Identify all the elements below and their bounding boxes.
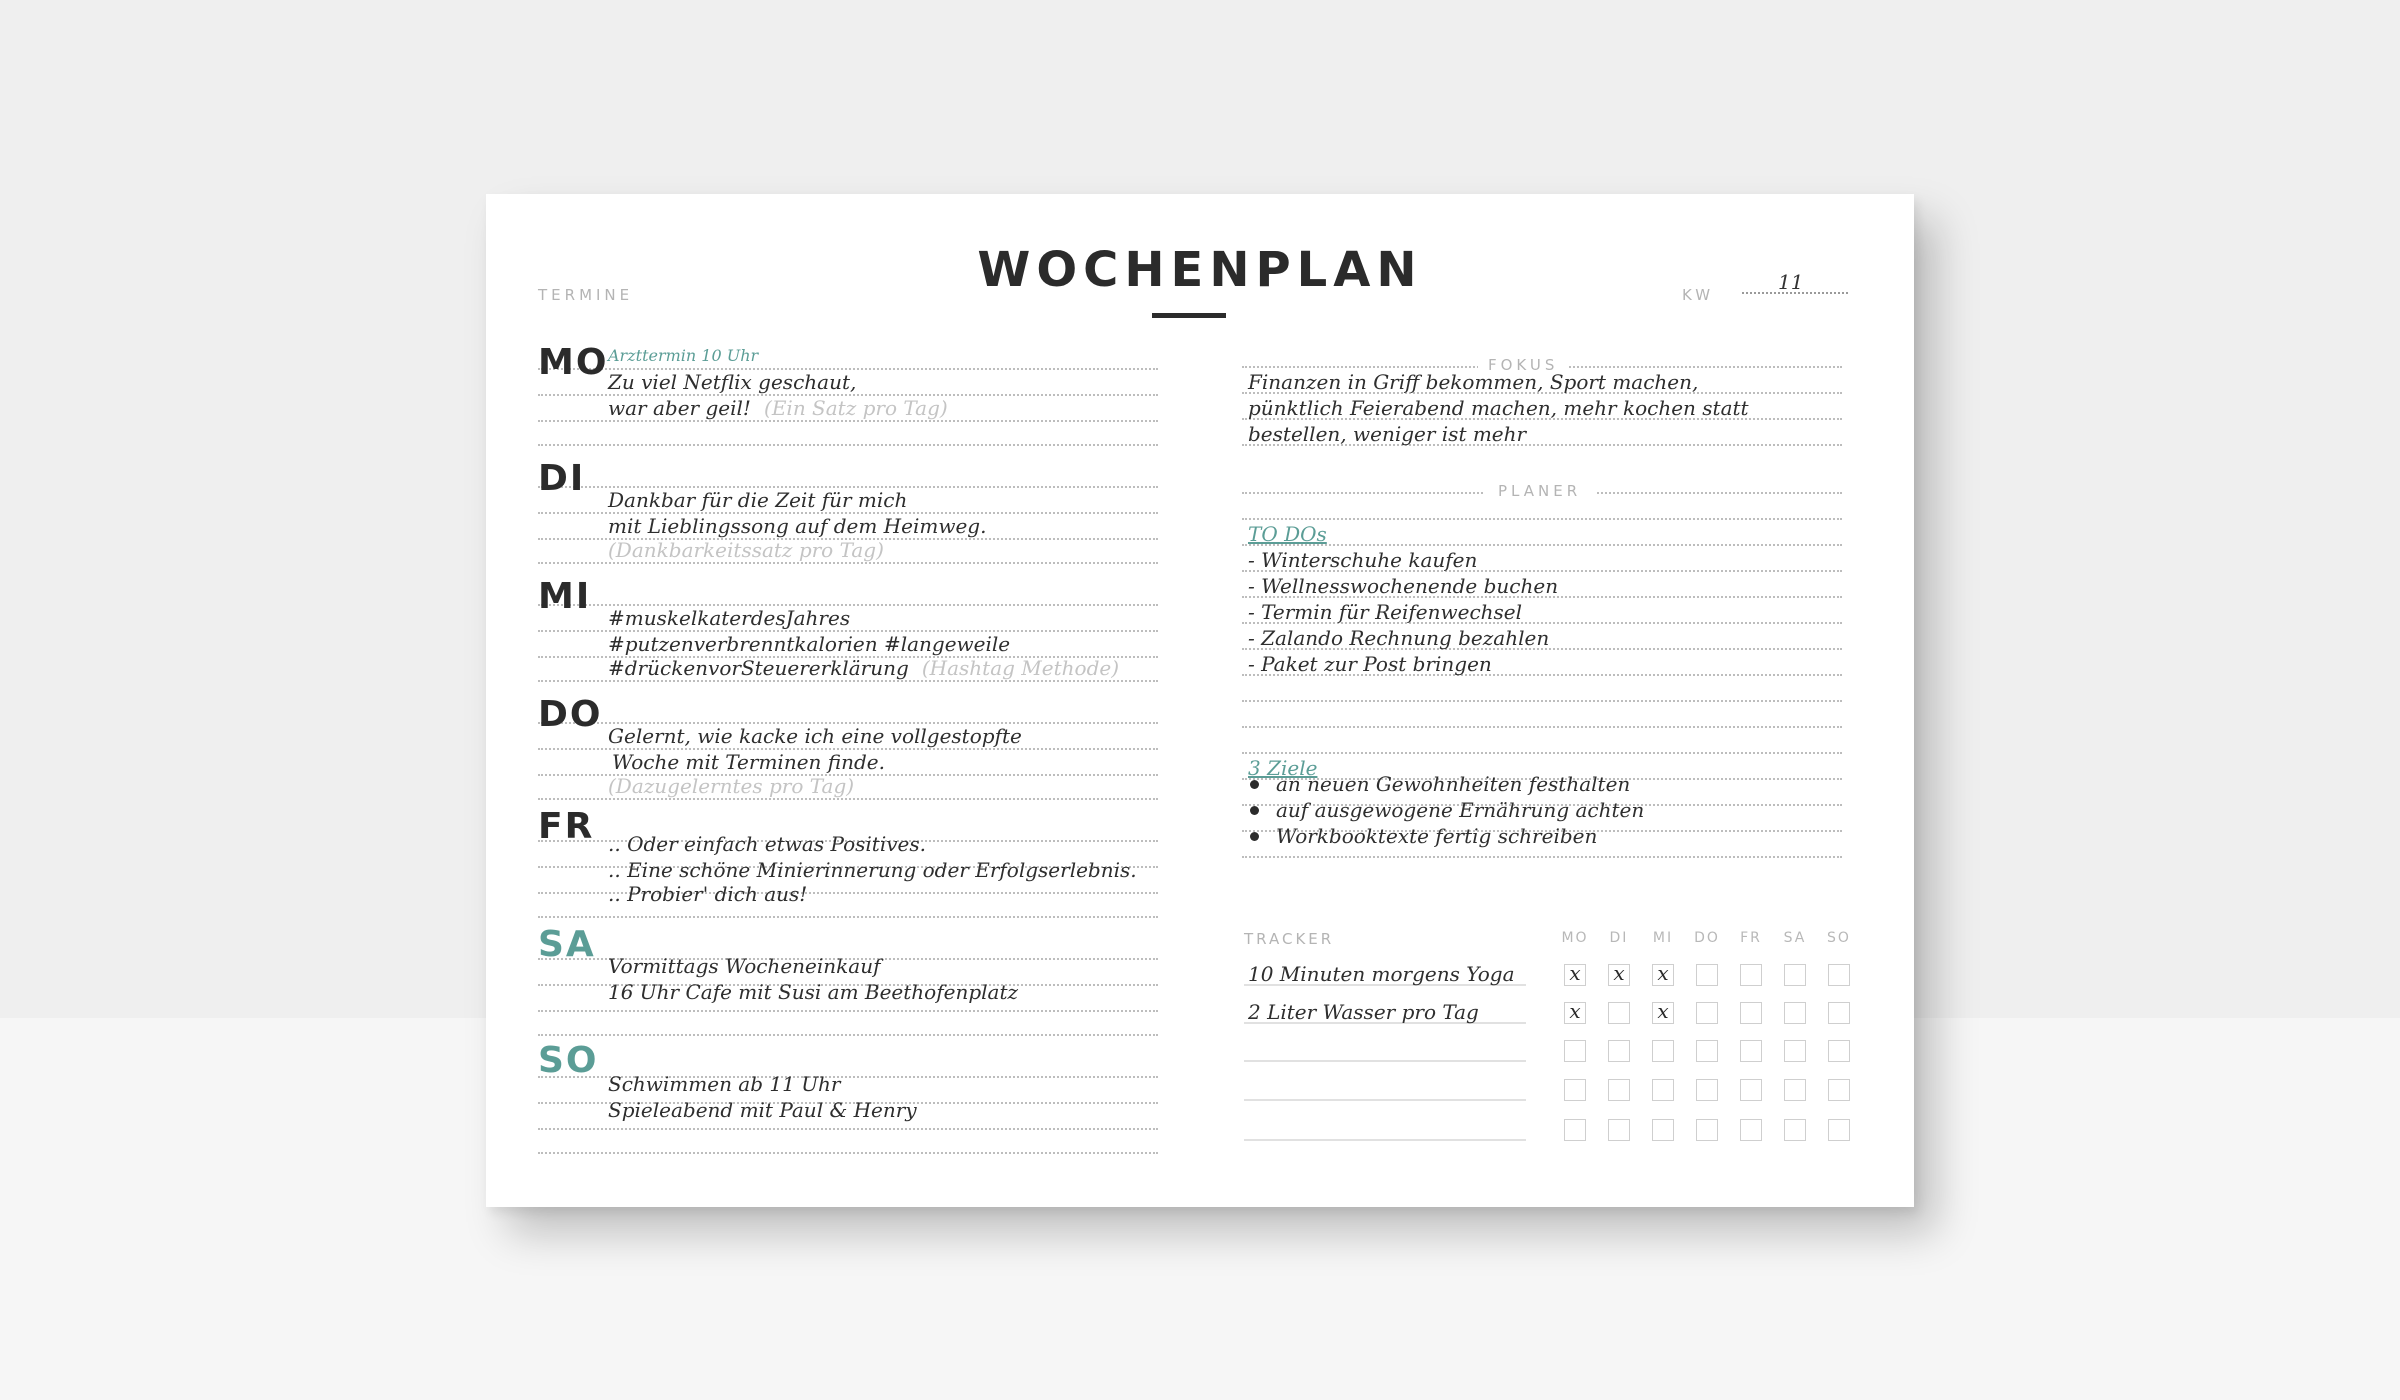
- ruled-line: [538, 1010, 1158, 1012]
- day-label-so: SO: [538, 1040, 599, 1081]
- ruled-line: [538, 1128, 1158, 1130]
- tracker-checkbox[interactable]: [1740, 1119, 1762, 1141]
- tracker-checkbox[interactable]: [1652, 1119, 1674, 1141]
- mo-line-1[interactable]: Zu viel Netflix geschaut,: [608, 370, 857, 394]
- mi-hint: (Hashtag Methode): [921, 656, 1120, 680]
- todo-item[interactable]: - Winterschuhe kaufen: [1248, 548, 1478, 572]
- page-title: WOCHENPLAN: [977, 242, 1423, 298]
- tracker-checkbox[interactable]: [1608, 1002, 1630, 1024]
- tracker-checkbox[interactable]: [1696, 1002, 1718, 1024]
- tracker-checkbox[interactable]: [1608, 1119, 1630, 1141]
- tracker-day-sa: SA: [1783, 930, 1807, 946]
- fr-line-1[interactable]: .. Oder einfach etwas Positives.: [608, 832, 926, 856]
- tracker-checkbox[interactable]: [1696, 1079, 1718, 1101]
- bullet-icon: [1250, 780, 1259, 789]
- ruled-line: [538, 420, 1158, 422]
- sa-line-2[interactable]: 16 Uhr Cafe mit Susi am Beethofenplatz: [608, 980, 1019, 1004]
- ruled-line: [1242, 700, 1842, 702]
- fr-line-2[interactable]: .. Eine schöne Minierinnerung oder Erfolgserlebnis.: [608, 858, 1137, 882]
- tracker-checkbox[interactable]: [1784, 1040, 1806, 1062]
- tracker-habit-line: [1244, 1099, 1526, 1101]
- mi-line-2[interactable]: #putzenverbrenntkalorien #langeweile: [608, 632, 1011, 656]
- day-label-mi: MI: [538, 576, 592, 617]
- tracker-checkbox[interactable]: [1784, 1119, 1806, 1141]
- termine-label: TERMINE: [538, 286, 634, 304]
- fr-line-3[interactable]: .. Probier' dich aus!: [608, 882, 808, 906]
- ruled-line: [538, 798, 1158, 800]
- day-label-di: DI: [538, 458, 586, 499]
- ruled-line: [1242, 856, 1842, 858]
- fokus-line-1[interactable]: Finanzen in Griff bekommen, Sport machen,: [1248, 370, 1699, 394]
- tracker-checkbox[interactable]: [1740, 1040, 1762, 1062]
- tracker-day-mo: MO: [1561, 930, 1589, 946]
- mo-line-2[interactable]: war aber geil!: [608, 396, 751, 420]
- tracker-checkbox[interactable]: [1828, 1119, 1850, 1141]
- do-hint: (Dazugelerntes pro Tag): [608, 774, 855, 798]
- planer-label: PLANER: [1484, 482, 1595, 500]
- tracker-habit-label[interactable]: 2 Liter Wasser pro Tag: [1248, 1000, 1479, 1024]
- sa-line-1[interactable]: Vormittags Wocheneinkauf: [608, 954, 881, 978]
- ruled-line: [538, 916, 1158, 918]
- so-line-1[interactable]: Schwimmen ab 11 Uhr: [608, 1072, 841, 1096]
- ruled-line: [1242, 518, 1842, 520]
- bullet-icon: [1250, 832, 1259, 841]
- ruled-line: [538, 680, 1158, 682]
- bullet-icon: [1250, 806, 1259, 815]
- tracker-day-so: SO: [1827, 930, 1851, 946]
- goals-title: 3 Ziele: [1248, 756, 1318, 780]
- mo-hint: (Ein Satz pro Tag): [764, 396, 948, 420]
- day-label-do: DO: [538, 694, 603, 735]
- mo-appointment[interactable]: Arzttermin 10 Uhr: [608, 346, 759, 365]
- tracker-day-fr: FR: [1740, 930, 1762, 946]
- goal-item[interactable]: Workbooktexte fertig schreiben: [1276, 824, 1598, 848]
- mi-line-3-row: [608, 656, 1119, 680]
- tracker-checkbox[interactable]: [1784, 1079, 1806, 1101]
- tracker-checkbox[interactable]: [1828, 1040, 1850, 1062]
- tracker-checkbox[interactable]: [1740, 1079, 1762, 1101]
- check-mark-icon: x: [1613, 961, 1625, 985]
- ruled-line: [538, 1034, 1158, 1036]
- tracker-checkbox[interactable]: [1828, 1079, 1850, 1101]
- ruled-line: [538, 562, 1158, 564]
- do-line-2[interactable]: Woche mit Terminen finde.: [612, 750, 885, 774]
- goal-item[interactable]: an neuen Gewohnheiten festhalten: [1276, 772, 1631, 796]
- tracker-checkbox[interactable]: [1696, 1040, 1718, 1062]
- tracker-checkbox[interactable]: [1608, 1040, 1630, 1062]
- tracker-checkbox[interactable]: [1784, 1002, 1806, 1024]
- di-hint: (Dankbarkeitssatz pro Tag): [608, 538, 884, 562]
- fokus-line-2[interactable]: pünktlich Feierabend machen, mehr kochen statt: [1248, 396, 1749, 420]
- check-mark-icon: x: [1569, 999, 1581, 1023]
- di-line-1[interactable]: Dankbar für die Zeit für mich: [608, 488, 908, 512]
- tracker-checkbox[interactable]: [1564, 1079, 1586, 1101]
- tracker-label: TRACKER: [1244, 930, 1335, 948]
- check-mark-icon: x: [1569, 961, 1581, 985]
- day-label-sa: SA: [538, 924, 596, 965]
- day-label-fr: FR: [538, 806, 595, 847]
- tracker-checkbox[interactable]: [1740, 1002, 1762, 1024]
- fokus-label: FOKUS: [1478, 356, 1568, 374]
- mi-line-1[interactable]: #muskelkaterdesJahres: [608, 606, 851, 630]
- ruled-line: [1242, 544, 1842, 546]
- tracker-day-mi: MI: [1652, 930, 1674, 946]
- kw-value: 11: [1778, 270, 1804, 294]
- tracker-checkbox[interactable]: [1652, 1079, 1674, 1101]
- di-line-2[interactable]: mit Lieblingssong auf dem Heimweg.: [608, 514, 987, 538]
- todo-title: TO DOs: [1248, 522, 1327, 546]
- todo-item[interactable]: - Wellnesswochenende buchen: [1248, 574, 1559, 598]
- tracker-day-do: DO: [1694, 930, 1720, 946]
- tracker-checkbox[interactable]: [1828, 964, 1850, 986]
- todo-item[interactable]: - Zalando Rechnung bezahlen: [1248, 626, 1550, 650]
- goal-item[interactable]: auf ausgewogene Ernährung achten: [1276, 798, 1645, 822]
- weekly-planner-sheet: [486, 194, 1914, 1207]
- tracker-checkbox[interactable]: [1696, 1119, 1718, 1141]
- title-underline: [1152, 313, 1226, 318]
- mi-line-3[interactable]: #drückenvorSteuererklärung: [608, 656, 909, 680]
- check-mark-icon: x: [1657, 999, 1669, 1023]
- todo-item[interactable]: - Paket zur Post bringen: [1248, 652, 1492, 676]
- tracker-checkbox[interactable]: [1564, 1040, 1586, 1062]
- check-mark-icon: x: [1657, 961, 1669, 985]
- so-line-2[interactable]: Spieleabend mit Paul & Henry: [608, 1098, 917, 1122]
- tracker-habit-label[interactable]: 10 Minuten morgens Yoga: [1248, 962, 1515, 986]
- ruled-line: [538, 1152, 1158, 1154]
- ruled-line: [538, 444, 1158, 446]
- tracker-day-di: DI: [1609, 930, 1629, 946]
- tracker-checkbox[interactable]: [1564, 1119, 1586, 1141]
- tracker-checkbox[interactable]: [1608, 1079, 1630, 1101]
- tracker-checkbox[interactable]: [1696, 964, 1718, 986]
- day-label-mo: MO: [538, 342, 609, 383]
- mo-line-2-row: [608, 396, 948, 420]
- do-line-1[interactable]: Gelernt, wie kacke ich eine vollgestopfte: [608, 724, 1022, 748]
- todo-item[interactable]: - Termin für Reifenwechsel: [1248, 600, 1523, 624]
- tracker-checkbox[interactable]: [1740, 964, 1762, 986]
- tracker-checkbox[interactable]: [1784, 964, 1806, 986]
- ruled-line: [1242, 726, 1842, 728]
- ruled-line: [1242, 752, 1842, 754]
- tracker-checkbox[interactable]: [1828, 1002, 1850, 1024]
- tracker-checkbox[interactable]: [1652, 1040, 1674, 1062]
- fokus-line-3[interactable]: bestellen, weniger ist mehr: [1248, 422, 1527, 446]
- tracker-habit-line: [1244, 1060, 1526, 1062]
- tracker-habit-line: [1244, 1139, 1526, 1141]
- kw-label: KW: [1682, 286, 1715, 304]
